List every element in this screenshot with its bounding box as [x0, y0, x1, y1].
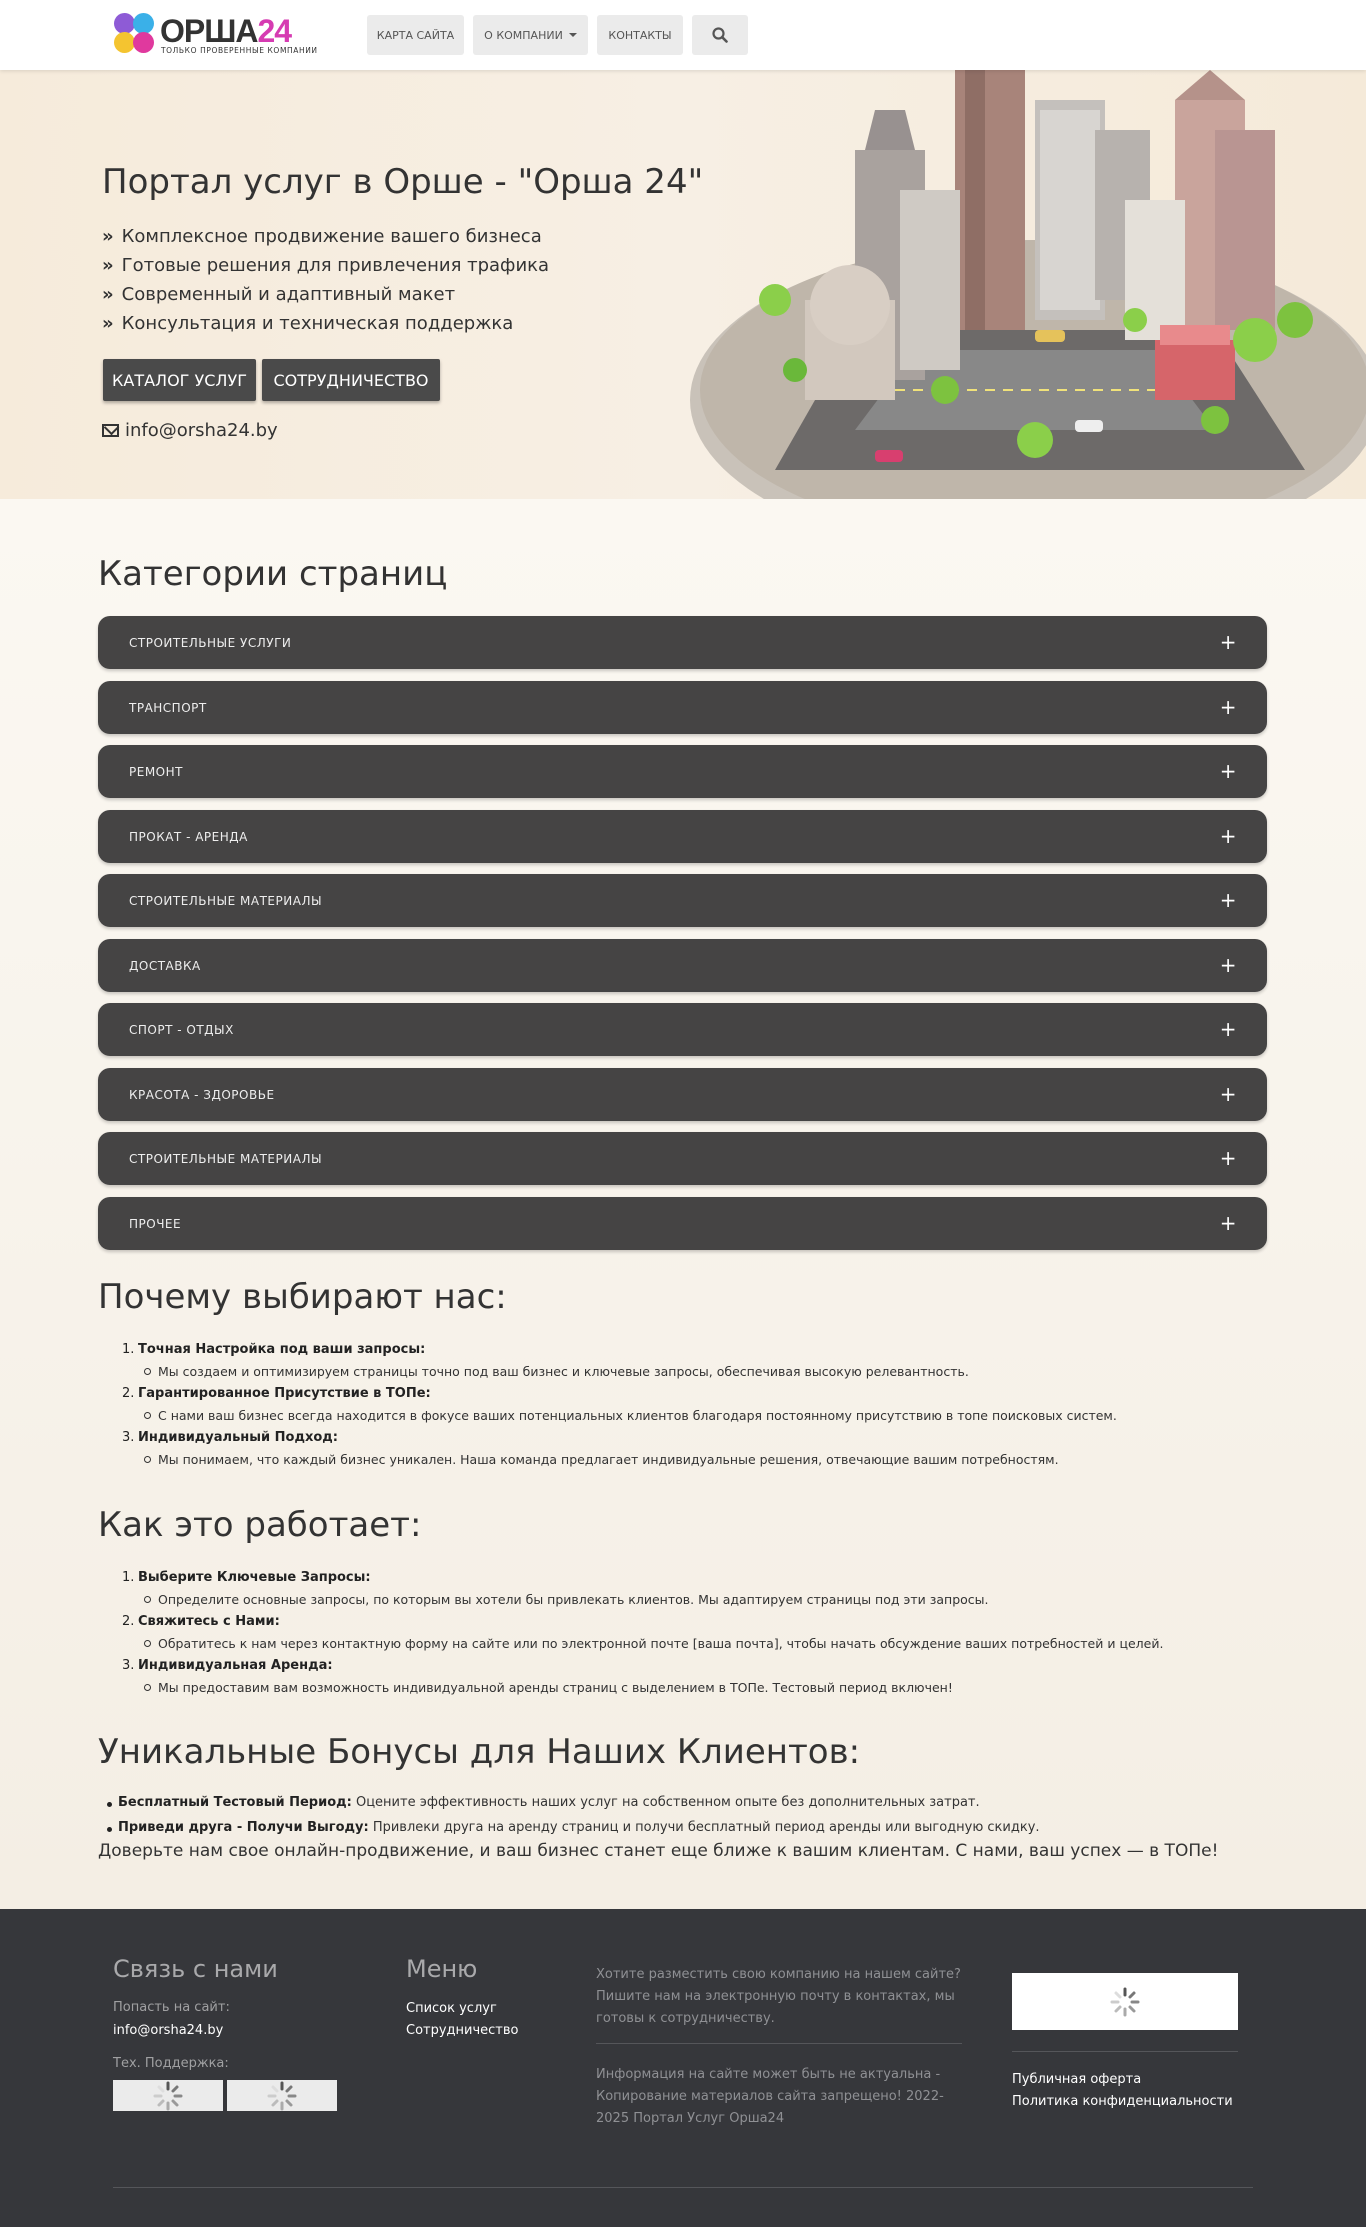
footer-bottom-divider [113, 2187, 1253, 2188]
plus-icon: + [1219, 824, 1237, 848]
list-item: 3. Индивидуальный Подход: [122, 1430, 338, 1445]
hero-email: info@orsha24.by [125, 420, 278, 441]
category-accordion-item[interactable]: ПРОКАТ - АРЕНДА + [98, 810, 1267, 863]
plus-icon: + [1219, 759, 1237, 783]
plus-icon: + [1219, 1211, 1237, 1235]
hero-features [102, 222, 549, 338]
logo-tagline: ТОЛЬКО ПРОВЕРЕННЫЕ КОМПАНИИ [161, 46, 318, 55]
category-accordion-item[interactable]: СПОРТ - ОТДЫХ + [98, 1003, 1267, 1056]
counter-widget[interactable] [1012, 1973, 1238, 2030]
footer-copyright: Информация на сайте может быть не актуальна - Копирование материалов сайта запрещено! 2022-2025 Портал Услуг Орша24 [596, 2067, 944, 2126]
list-item: 2. Свяжитесь с Нами: [122, 1614, 280, 1629]
nav-contacts-label: КОНТАКТЫ [608, 28, 672, 42]
bonus-item: Бесплатный Тестовый Период: Оцените эффективность наших услуг на собственном опыте без дополнительных затрат. [118, 1795, 980, 1810]
category-accordion-item[interactable]: ТРАНСПОРТ + [98, 681, 1267, 734]
why-title: Почему выбирают нас: [98, 1277, 507, 1317]
plus-icon: + [1219, 1146, 1237, 1170]
footer-divider [1012, 2051, 1238, 2052]
list-item: 1. Точная Настройка под ваши запросы: [122, 1342, 426, 1357]
loading-spinner-icon [266, 2080, 298, 2112]
nav-sitemap-label: КАРТА САЙТА [376, 28, 455, 42]
list-item-desc: Мы предоставим вам возможность индивидуальной аренды страниц с выделением в ТОПе. Тестовый период включен! [158, 1677, 1163, 1699]
how-title: Как это работает: [98, 1505, 422, 1545]
bonus-item: Приведи друга - Получи Выгоду: Привлеки друга на аренду страниц и получи бесплатный период аренды или выгодную скидку. [118, 1820, 1040, 1835]
main-content [0, 499, 1366, 1909]
caret-down-icon [569, 33, 577, 37]
feature-item: » Современный и адаптивный макет [102, 280, 549, 309]
search-icon [712, 27, 728, 43]
city-illustration [655, 70, 1366, 499]
nav-about-label: О КОМПАНИИ [484, 28, 563, 42]
support-widget-1[interactable] [113, 2080, 223, 2111]
plus-icon: + [1219, 630, 1237, 654]
category-accordion-item[interactable]: ПРОЧЕЕ + [98, 1197, 1267, 1250]
plus-icon: + [1219, 695, 1237, 719]
list-item: 2. Гарантированное Присутствие в ТОПе: [122, 1386, 431, 1401]
list-item: 1. Выберите Ключевые Запросы: [122, 1570, 371, 1585]
footer-info-text: Хотите разместить свою компанию на нашем сайте? Пишите нам на электронную почту в контактах, мы готовы к сотрудничеству. [596, 1967, 961, 2026]
feature-item: » Консультация и техническая поддержка [102, 309, 549, 338]
list-item-desc: С нами ваш бизнес всегда находится в фокусе ваших потенциальных клиентов благодаря постоянному присутствию в топе поисковых систем. [158, 1405, 1117, 1427]
loading-spinner-icon [1109, 1986, 1141, 2018]
category-accordion-item[interactable]: СТРОИТЕЛЬНЫЕ МАТЕРИАЛЫ + [98, 874, 1267, 927]
header [0, 0, 1366, 70]
plus-icon: + [1219, 953, 1237, 977]
footer-menu-title: Меню [406, 1955, 478, 1983]
footer-contact-title: Связь с нами [113, 1955, 278, 1983]
list-item-desc: Мы создаем и оптимизируем страницы точно под ваш бизнес и ключевые запросы, обеспечивая высокую релевантность. [158, 1361, 1117, 1383]
hero-title: Портал услуг в Орше - "Орша 24" [102, 162, 704, 202]
envelope-icon [102, 424, 119, 437]
categories-title: Категории страниц [98, 554, 448, 594]
hero-banner [0, 70, 1366, 499]
list-item-desc: Мы понимаем, что каждый бизнес уникален. Наша команда предлагает индивидуальные решения, отвечающие вашим потребностям. [158, 1449, 1117, 1471]
category-accordion-item[interactable]: СТРОИТЕЛЬНЫЕ УСЛУГИ + [98, 616, 1267, 669]
footer-email-link[interactable]: info@orsha24.by [113, 2023, 224, 2038]
logo-title: ОРША24 [160, 13, 292, 49]
nav-about-dropdown[interactable] [473, 15, 588, 55]
plus-icon: + [1219, 1017, 1237, 1041]
plus-icon: + [1219, 1082, 1237, 1106]
category-accordion-item[interactable]: РЕМОНТ + [98, 745, 1267, 798]
public-offer-link[interactable]: Публичная оферта [1012, 2072, 1142, 2087]
loading-spinner-icon [152, 2080, 184, 2112]
catalog-button[interactable]: КАТАЛОГ УСЛУГ [103, 359, 256, 401]
plus-icon: + [1219, 888, 1237, 912]
logo[interactable] [114, 13, 318, 57]
footer-menu-cooperation[interactable]: Сотрудничество [406, 2023, 519, 2038]
footer [0, 1909, 1366, 2227]
how-list [122, 1567, 1164, 1699]
footer-divider [596, 2043, 962, 2044]
list-item-desc: Определите основные запросы, по которым вы хотели бы привлекать клиентов. Мы адаптируем страницы под эти запросы. [158, 1589, 1163, 1611]
bonuses-title: Уникальные Бонусы для Наших Клиентов: [98, 1732, 861, 1772]
why-list [122, 1339, 1117, 1471]
category-accordion-item[interactable]: КРАСОТА - ЗДОРОВЬЕ + [98, 1068, 1267, 1121]
category-accordion-item[interactable]: ДОСТАВКА + [98, 939, 1267, 992]
nav-sitemap-button[interactable] [367, 15, 464, 55]
feature-item: » Готовые решения для привлечения трафика [102, 251, 549, 280]
search-button[interactable] [692, 15, 748, 55]
cooperation-button[interactable]: СОТРУДНИЧЕСТВО [262, 359, 440, 401]
support-widget-2[interactable] [227, 2080, 337, 2111]
list-item: 3. Индивидуальная Аренда: [122, 1658, 333, 1673]
nav-contacts-button[interactable] [597, 15, 683, 55]
footer-menu-services[interactable]: Список услуг [406, 2001, 497, 2016]
closing-text: Доверьте нам свое онлайн-продвижение, и ваш бизнес станет еще ближе к вашим клиентам. С нами, ваш успех — в ТОПе! [98, 1841, 1219, 1861]
list-item-desc: Обратитесь к нам через контактную форму на сайте или по электронной почте [ваша почта], чтобы начать обсуждение ваших потребностей и целей. [158, 1633, 1163, 1655]
footer-site-label: Попасть на сайт: [113, 2000, 230, 2015]
footer-support-label: Тех. Поддержка: [113, 2056, 229, 2071]
category-accordion-item[interactable]: СТРОИТЕЛЬНЫЕ МАТЕРИАЛЫ + [98, 1132, 1267, 1185]
privacy-policy-link[interactable]: Политика конфиденциальности [1012, 2094, 1233, 2109]
hero-email-link[interactable] [102, 420, 278, 441]
logo-icon [114, 13, 158, 57]
feature-item: » Комплексное продвижение вашего бизнеса [102, 222, 549, 251]
